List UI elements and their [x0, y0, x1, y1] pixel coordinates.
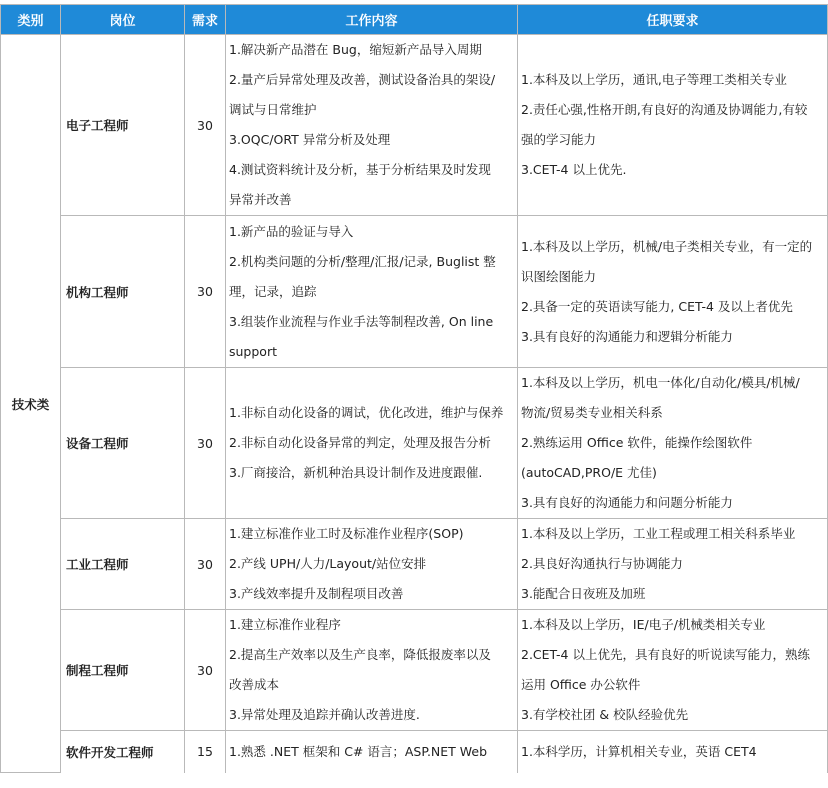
requirements-cell	[518, 519, 828, 610]
requirement-line: 1.本科及以上学历，通讯,电子等理工类相关专业	[521, 72, 787, 87]
work-line: support	[229, 343, 277, 359]
requirement-line: (autoCAD,PRO/E 尤佳)	[521, 465, 657, 480]
requirement-line: 识图绘图能力	[521, 268, 597, 284]
work-content-cell	[226, 519, 518, 610]
work-line: 3.产线效率提升及制程项目改善	[229, 586, 404, 601]
requirements-cell	[518, 35, 828, 216]
work-line: 2.机构类问题的分析/整理/汇报/记录, Buglist 整	[229, 253, 496, 269]
work-line: 2.非标自动化设备异常的判定，处理及报告分析	[229, 435, 491, 450]
requirement-line: 2.CET-4 以上优先，具有良好的听说读写能力，熟练	[521, 647, 810, 662]
requirements-cell	[518, 731, 828, 773]
table-row	[1, 731, 828, 773]
work-line: 1.建立标准作业程序	[229, 617, 341, 632]
header-position: 岗位	[61, 5, 185, 35]
requirement-line: 3.有学校社团 & 校队经验优先	[521, 707, 689, 722]
requirement-line: 2.具良好沟通执行与协调能力	[521, 556, 683, 571]
work-line: 3.OQC/ORT 异常分析及处理	[229, 132, 391, 147]
work-line: 1.建立标准作业工时及标准作业程序(SOP)	[229, 526, 464, 541]
work-line: 2.提高生产效率以及生产良率，降低报废率以及	[229, 647, 491, 662]
requirement-line: 强的学习能力	[521, 132, 597, 147]
table-row	[1, 610, 828, 731]
work-line: 3.异常处理及追踪并确认改善进度.	[229, 707, 420, 722]
requirement-line: 1.本科学历，计算机相关专业，英语 CET4	[521, 743, 757, 759]
table-row	[1, 216, 828, 368]
requirement-line: 1.本科及以上学历，工业工程或理工相关科系毕业	[521, 526, 796, 541]
work-line: 1.非标自动化设备的调试，优化改进，维护与保养	[229, 405, 504, 420]
demand-cell: 30	[185, 610, 226, 731]
header-demand: 需求	[185, 5, 226, 35]
work-line: 3.组装作业流程与作业手法等制程改善, On line	[229, 313, 494, 329]
requirement-line: 3.能配合日夜班及加班	[521, 586, 646, 601]
work-content-cell	[226, 35, 518, 216]
work-content-cell	[226, 368, 518, 519]
work-line: 1.熟悉 .NET 框架和 C# 语言；ASP.NET Web	[229, 743, 488, 759]
position-cell: 工业工程师	[61, 519, 185, 610]
recruitment-table	[0, 4, 828, 773]
requirement-line: 1.本科及以上学历，机电一体化/自动化/模具/机械/	[521, 375, 800, 390]
work-line: 2.产线 UPH/人力/Layout/站位安排	[229, 556, 427, 571]
position-cell: 软件开发工程师	[61, 731, 185, 773]
table-row	[1, 35, 828, 216]
requirement-line: 1.本科及以上学历，机械/电子类相关专业，有一定的	[521, 238, 813, 254]
header-category: 类别	[1, 5, 61, 35]
demand-cell: 30	[185, 368, 226, 519]
work-line: 理，记录，追踪	[229, 283, 317, 299]
work-content-cell	[226, 216, 518, 368]
table-row	[1, 519, 828, 610]
requirement-line: 2.责任心强,性格开朗,有良好的沟通及协调能力,有较	[521, 102, 808, 117]
requirement-line: 2.具备一定的英语读写能力, CET-4 及以上者优先	[521, 298, 793, 314]
requirement-line: 物流/贸易类专业相关科系	[521, 405, 663, 420]
demand-cell: 30	[185, 519, 226, 610]
work-line: 调试与日常维护	[229, 102, 317, 117]
demand-cell: 30	[185, 35, 226, 216]
requirements-cell	[518, 610, 828, 731]
work-line: 1.新产品的验证与导入	[229, 223, 354, 239]
work-line: 1.解决新产品潜在 Bug，缩短新产品导入周期	[229, 42, 482, 57]
requirements-cell	[518, 216, 828, 368]
work-content-cell	[226, 610, 518, 731]
requirement-line: 3.具有良好的沟通能力和逻辑分析能力	[521, 328, 733, 344]
header-work: 工作内容	[226, 5, 518, 35]
table-row	[1, 368, 828, 519]
position-cell: 设备工程师	[61, 368, 185, 519]
work-line: 4.测试资料统计及分析，基于分析结果及时发现	[229, 162, 491, 177]
requirement-line: 2.熟练运用 Office 软件，能操作绘图软件	[521, 435, 753, 450]
work-line: 2.量产后异常处理及改善，测试设备治具的架设/	[229, 72, 496, 87]
header-row	[1, 5, 828, 35]
work-content-cell	[226, 731, 518, 773]
requirement-line: 3.具有良好的沟通能力和问题分析能力	[521, 495, 733, 510]
requirement-line: 1.本科及以上学历，IE/电子/机械类相关专业	[521, 617, 766, 632]
position-cell: 制程工程师	[61, 610, 185, 731]
demand-cell: 15	[185, 731, 226, 773]
position-cell: 电子工程师	[61, 35, 185, 216]
work-line: 改善成本	[229, 677, 280, 692]
header-requirements: 任职要求	[518, 5, 828, 35]
work-line: 异常并改善	[229, 192, 292, 207]
work-line: 3.厂商接洽，新机种治具设计制作及进度跟催.	[229, 465, 483, 480]
demand-cell: 30	[185, 216, 226, 368]
requirement-line: 运用 Office 办公软件	[521, 677, 641, 692]
requirements-cell	[518, 368, 828, 519]
position-cell: 机构工程师	[61, 216, 185, 368]
requirement-line: 3.CET-4 以上优先.	[521, 162, 627, 177]
category-cell: 技术类	[1, 35, 61, 773]
